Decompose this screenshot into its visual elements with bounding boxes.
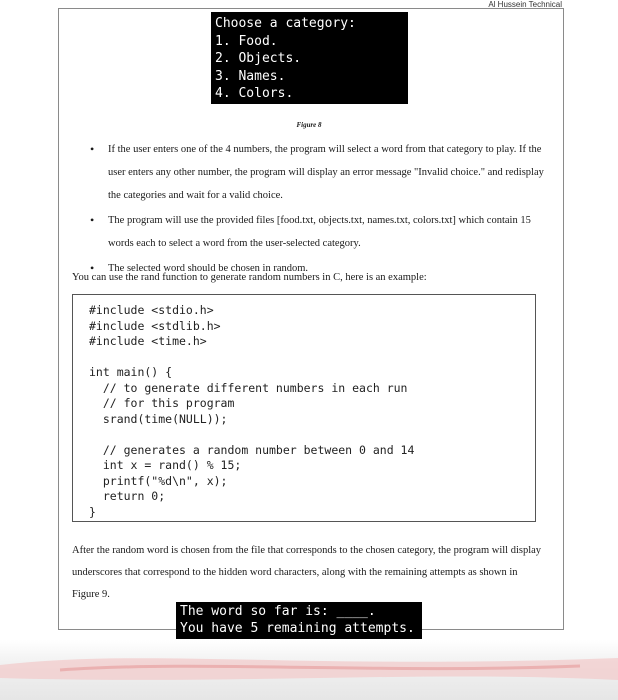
code-line: #include <time.h> [89,334,207,348]
code-line: #include <stdio.h> [89,303,214,317]
bullet-icon: • [90,142,95,156]
intro-paragraph: You can use the rand function to generate random numbers in C, here is an example: [72,272,427,283]
code-line: srand(time(NULL)); [89,411,228,426]
console-line: The word so far is: ____. [180,604,376,619]
after-paragraph: After the random word is chosen from the file that corresponds to the chosen category, the program will display underscores that correspond to the hidden word characters, along with the remaining attempts as shown in Figure 9. [72,545,542,600]
figure-caption: Figure 8 [296,121,322,129]
console-line: You have 5 remaining attempts. [180,621,415,636]
code-line: int x = rand() % 15; [89,458,242,472]
code-line: // generates a random number between 0 and 14 [89,442,415,457]
console-line: 3. Names. [215,68,286,84]
console-line: 4. Colors. [215,86,294,101]
bullet-icon: • [90,261,95,275]
console-line: Choose a category: [215,16,356,31]
list-item-text: The selected word should be chosen in random. [108,263,309,274]
requirements-list [88,138,548,282]
code-line [89,350,414,366]
code-block [89,303,414,520]
page-bottom-shadow [0,640,618,700]
code-line: #include <stdlib.h> [89,318,221,333]
code-line: } [89,504,96,519]
code-line: return 0; [89,489,166,503]
code-line: // for this program [89,396,235,410]
bullet-icon: • [90,213,95,227]
category-menu-console [211,12,408,104]
code-line: // to generate different numbers in each run [89,380,408,395]
list-item-text: If the user enters one of the 4 numbers, the program will select a word from that category to play. If the user enters any other number, the program will display an error message "Invalid choice." and redisplay the categories and wait for a valid choice. [108,144,544,201]
code-line: int main() { [89,365,173,379]
decorative-swoosh-icon [0,640,618,700]
word-progress-console [176,602,422,639]
list-item [88,209,548,255]
code-line [89,427,414,443]
code-line: printf("%d\n", x); [89,473,228,488]
list-item-text: The program will use the provided files [food.txt, objects.txt, names.txt, colors.txt] which contain 15 words each to select a word from the user-selected category. [108,215,531,249]
console-line: 1. Food. [215,33,278,49]
list-item [88,138,548,207]
header-watermark: Al Hussein Technical [488,0,562,9]
console-line: 2. Objects. [215,51,302,66]
